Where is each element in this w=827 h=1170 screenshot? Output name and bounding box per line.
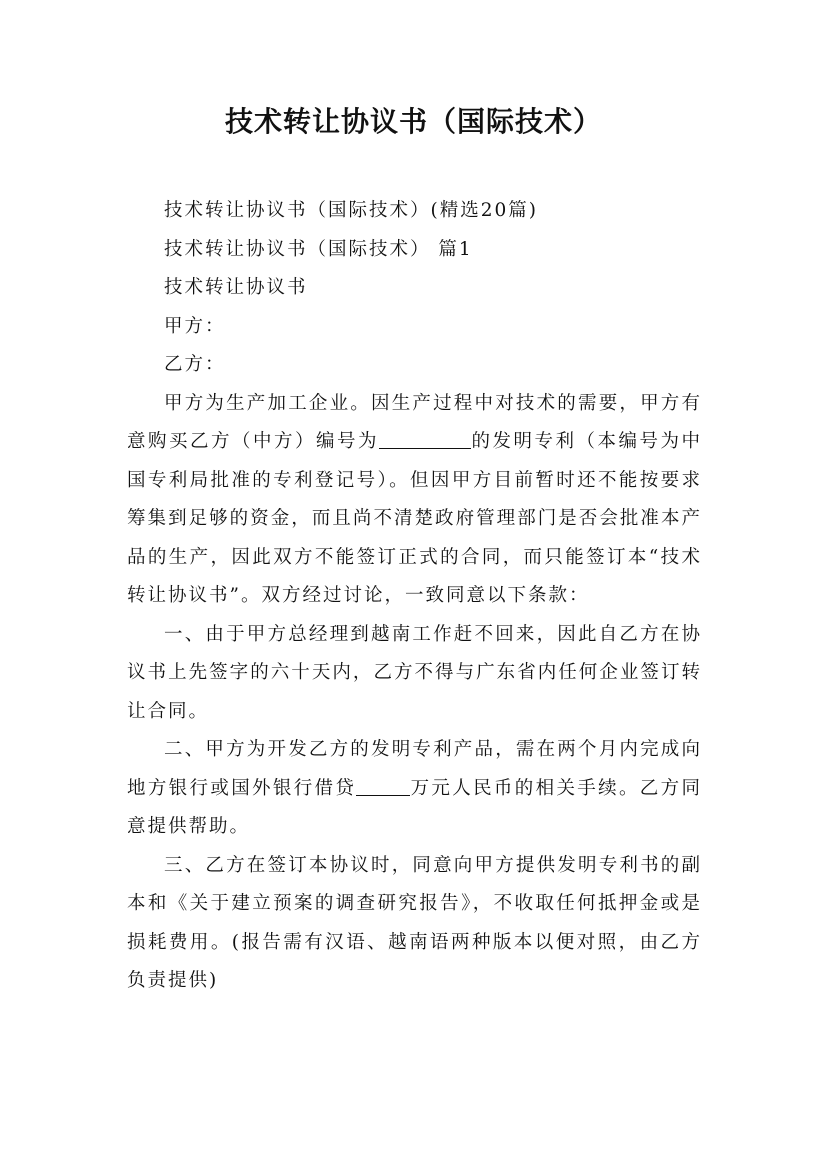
blank-patent-number <box>379 430 471 450</box>
line-party-a: 甲方： <box>164 315 226 337</box>
document-body <box>127 192 702 1001</box>
line-collection-title: 技术转让协议书（国际技术）(精选20篇) <box>164 200 538 221</box>
blank-loan-amount <box>356 776 410 796</box>
paragraph-clause-2 <box>127 731 702 847</box>
line-article-heading: 技术转让协议书（国际技术） 篇1 <box>164 238 473 260</box>
paragraph-preamble-part-b: 的发明专利（本编号为中国专利局批准的专利登记号）。但因甲方目前暂时还不能按要求筹集到足够的资金，而且尚不清楚政府管理部门是否会批准本产品的生产，因此双方不能签订正式的合同，而只能签订本“技术转让协议书”。双方经过讨论，一致同意以下条款： <box>127 431 702 606</box>
line-party-b: 乙方： <box>164 354 226 375</box>
paragraph-clause-1: 一、由于甲方总经理到越南工作赶不回来，因此自乙方在协议书上先签字的六十天内，乙方不得与广东省内任何企业签订转让合同。 <box>127 623 702 722</box>
line-agreement-name: 技术转让协议书 <box>164 277 308 298</box>
paragraph-clause-2-part-b: 万元人民币的相关手续。乙方同意提供帮助。 <box>127 777 702 837</box>
paragraph-preamble-part-a: 甲方为生产加工企业。因生产过程中对技术的需要，甲方有意购买乙方（中方）编号为 <box>127 392 702 452</box>
paragraph-clause-2-part-a: 二、甲方为开发乙方的发明专利产品，需在两个月内完成向地方银行或国外银行借贷 <box>127 739 702 799</box>
document-title: 技术转让协议书（国际技术） <box>224 105 602 138</box>
paragraph-preamble <box>127 385 702 616</box>
paragraph-clause-3: 三、乙方在签订本协议时，同意向甲方提供发明专利书的副本和《关于建立预案的调查研究报告》，不收取任何抵押金或是损耗费用。(报告需有汉语、越南语两种版本以便对照，由乙方负责提供) <box>127 854 702 991</box>
